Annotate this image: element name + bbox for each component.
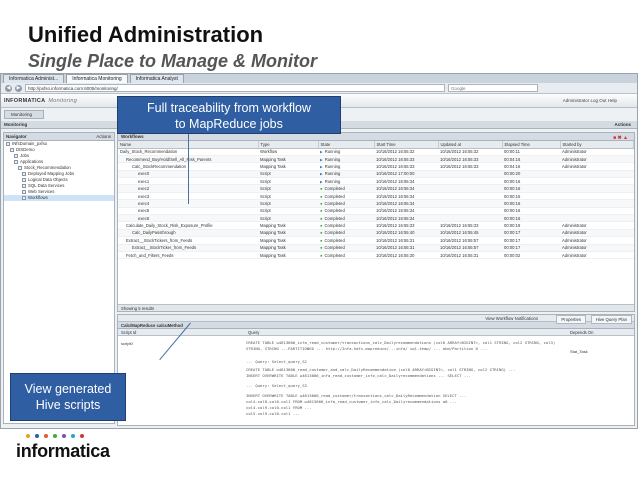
col-depends-on: Depends On (570, 330, 594, 335)
table-cell-updated (438, 200, 502, 207)
script-line: ... Query: Select_query_S2 (246, 359, 307, 364)
table-cell-type: Script (258, 215, 318, 222)
table-cell-state: ▶ Running (318, 163, 374, 170)
tree-node-icon (10, 148, 14, 152)
table-cell-state: ▶ Running (318, 178, 374, 185)
tree-item-label: INfsDomain_pxfso (12, 141, 48, 146)
table-row[interactable] (118, 200, 634, 207)
script-line: col4.col8.col0.col1 FROM w4613606_infa_read_customer_info_calc_Dailyrecommendations a0 ... (246, 399, 457, 404)
table-cell-name: exec1 (118, 178, 258, 185)
tree-node-icon (22, 184, 26, 188)
callout-connector (188, 134, 189, 204)
table-cell-state: ● Completed (318, 185, 374, 192)
panel-tool-icons[interactable]: ■ ✖ ▲ (613, 135, 628, 141)
table-cell-type: Script (258, 185, 318, 192)
table-cell-start: 10/16/2012 17:00:00 (374, 170, 438, 177)
script-panel (117, 314, 635, 426)
callout-hive-scripts: View generated Hive scripts (10, 373, 126, 421)
table-cell-name: Extract__StockTickers_from_Feeds (118, 237, 258, 244)
column-header[interactable]: State (318, 141, 374, 148)
table-cell-by: Administrator (560, 237, 634, 244)
table-row[interactable] (118, 185, 634, 192)
logo-dot (44, 434, 48, 438)
tree-item-label: Stock_Recommendation (24, 165, 71, 170)
table-cell-name: exec6 (118, 215, 258, 222)
tree-item[interactable] (4, 195, 114, 201)
table-cell-start: 10/16/2012 16:55:32 (374, 148, 438, 155)
table-cell-name: Recommend_Buy/Hold/Sell_All_Risk_Parents (118, 155, 258, 162)
workflow-panel (117, 132, 635, 312)
table-cell-state: ▶ Running (318, 148, 374, 155)
table-cell-state: ▶ Running (318, 170, 374, 177)
table-cell-name: Extract__StockTicker_from_Feeds (118, 244, 258, 251)
table-row[interactable] (118, 148, 634, 155)
workflow-header: Workflows ■ ✖ ▲ (118, 133, 634, 141)
table-cell-state: ● Completed (318, 251, 374, 258)
table-cell-name: Daily_Stock_Recommendation (118, 148, 258, 155)
column-header[interactable]: Started by (560, 141, 634, 148)
col-script-id: Script Id (121, 330, 137, 335)
table-cell-name: Calc_StockRecommendation (118, 163, 258, 170)
script-line: col5.col9.col0.col1 ... (246, 411, 300, 416)
table-cell-by (560, 200, 634, 207)
table-cell-name: Fetch_and_Filters_Feeds (118, 251, 258, 258)
table-cell-elapsed: 00:00:17 (502, 237, 560, 244)
script-panel-header: Calc/MapReduce calcuMethod (118, 322, 634, 329)
table-row[interactable] (118, 251, 634, 258)
table-cell-state: ● Completed (318, 237, 374, 244)
table-cell-by (560, 185, 634, 192)
tree-item-label: SQL Data Services (28, 183, 65, 188)
browser-tab-active[interactable]: Informatica Monitoring (66, 74, 127, 83)
table-cell-elapsed: 00:00:11 (502, 148, 560, 155)
table-cell-type: Script (258, 207, 318, 214)
table-cell-updated (438, 185, 502, 192)
table-cell-type: Script (258, 170, 318, 177)
table-cell-type: Mapping Task (258, 222, 318, 229)
browser-tabs (1, 74, 637, 83)
table-cell-updated (438, 207, 502, 214)
table-row[interactable] (118, 163, 634, 170)
table-cell-updated (438, 170, 502, 177)
script-line: CREATE TABLE w4613606_infa_read_customer/transactions_calc_Dailyrecommendations (col0 ARRAY<BIGINT>, col1 STRING, col2 STRING, col3) (246, 340, 556, 345)
script-line: INSERT OVERWRITE TABLE w4613606_read_customer/transactions_calc_DailyRecommendation SELECT ... (246, 393, 467, 398)
table-cell-by: Administrator (560, 222, 634, 229)
table-cell-by: Administrator (560, 251, 634, 258)
monitoring-tab[interactable]: Monitoring (4, 110, 44, 119)
workflow-notifications-button[interactable]: View Workflow Notifications (485, 316, 538, 321)
logo-dot (62, 434, 66, 438)
table-cell-type: Mapping Task (258, 244, 318, 251)
url-field[interactable]: http://pxfso.informatica.com:6005/monitoring/ (25, 84, 445, 92)
logo-text: informatica (16, 441, 110, 461)
table-cell-elapsed: 00:00:17 (502, 244, 560, 251)
tree-item-label: Web Services (28, 189, 55, 194)
workflow-table (118, 141, 634, 259)
script-line: INSERT OVERWRITE TABLE w4613606_infa_read_customer_info_calc_Dailyrecommendations ... SELECT ... (246, 373, 471, 378)
table-row[interactable] (118, 229, 634, 236)
column-header[interactable]: Updated at (438, 141, 502, 148)
table-cell-by: Administrator (560, 229, 634, 236)
tab-properties[interactable]: Properties (556, 315, 586, 324)
table-row[interactable] (118, 222, 634, 229)
logo-dots (26, 434, 110, 438)
browser-tab[interactable]: Informatica Administ... (3, 74, 64, 83)
tree-node-icon (22, 190, 26, 194)
table-cell-elapsed: 00:00:16 (502, 178, 560, 185)
table-cell-elapsed: 00:04:16 (502, 155, 560, 162)
table-cell-elapsed: 00:00:02 (502, 251, 560, 258)
table-cell-by: Administrator (560, 155, 634, 162)
script-id: script0 (121, 341, 133, 346)
table-cell-type: Mapping Task (258, 229, 318, 236)
table-row[interactable] (118, 178, 634, 185)
tree-item-label: Workflows (28, 195, 48, 200)
logo-dot (53, 434, 57, 438)
table-cell-start: 10/16/2012 16:55:33 (374, 163, 438, 170)
table-cell-elapsed: 00:04:16 (502, 163, 560, 170)
table-cell-by: Administrator (560, 148, 634, 155)
table-cell-by: Administrator (560, 163, 634, 170)
slide-title: Unified Administration (28, 22, 264, 47)
table-cell-by: Administrator (560, 244, 634, 251)
table-cell-type: Script (258, 192, 318, 199)
table-cell-name: exec2 (118, 185, 258, 192)
browser-tab[interactable]: Informatica Analyst (130, 74, 184, 83)
table-cell-start: 10/16/2012 16:55:33 (374, 155, 438, 162)
forward-icon[interactable]: ▶ (16, 84, 21, 91)
table-cell-state: ● Completed (318, 222, 374, 229)
table-row[interactable] (118, 244, 634, 251)
table-cell-state: ● Completed (318, 244, 374, 251)
tree-node-icon (14, 154, 18, 158)
column-header[interactable]: Type (258, 141, 318, 148)
navigator-actions[interactable]: Actions (96, 134, 111, 139)
table-cell-state: ● Completed (318, 192, 374, 199)
logo-dot (71, 434, 75, 438)
url-bar (1, 83, 637, 94)
table-cell-name: exec3 (118, 192, 258, 199)
tree-node-icon (22, 172, 26, 176)
table-cell-start: 10/16/2012 16:55:34 (374, 200, 438, 207)
table-cell-elapsed: 00:00:16 (502, 207, 560, 214)
table-cell-updated: 10/16/2012 16:55:33 (438, 222, 502, 229)
back-icon[interactable]: ◀ (6, 84, 11, 91)
table-cell-state: ● Completed (318, 215, 374, 222)
table-cell-elapsed: 00:00:20 (502, 170, 560, 177)
table-row[interactable] (118, 170, 634, 177)
logo-dot (80, 434, 84, 438)
app-logo: INFORMATICA Monitoring (4, 98, 78, 104)
column-header[interactable]: Name (118, 141, 258, 148)
tree-node-icon (14, 160, 18, 164)
informatica-logo (16, 434, 110, 462)
navigator-tree (4, 141, 114, 201)
table-cell-updated: 10/16/2012 16:55:57 (438, 244, 502, 251)
table-cell-start: 10/16/2012 16:55:40 (374, 229, 438, 236)
table-row[interactable] (118, 237, 634, 244)
table-cell-by (560, 207, 634, 214)
tree-item-label: Deployed Mapping Jobs (28, 171, 75, 176)
table-cell-elapsed: 00:00:16 (502, 200, 560, 207)
table-cell-elapsed: 00:00:17 (502, 229, 560, 236)
tree-item-label: Applications (20, 159, 44, 164)
table-cell-type: Mapping Task (258, 237, 318, 244)
tree-item-label: Logical Data Objects (28, 177, 68, 182)
table-cell-start: 10/16/2012 16:55:34 (374, 207, 438, 214)
table-cell-start: 10/16/2012 16:55:34 (374, 215, 438, 222)
table-cell-type: Workflow (258, 148, 318, 155)
table-cell-by (560, 170, 634, 177)
table-cell-type: Script (258, 178, 318, 185)
table-cell-updated: 10/16/2012 16:55:57 (438, 237, 502, 244)
tree-item-label: Jobs (20, 153, 30, 158)
script-line: col4.col9.col0.col1 FROM ... (246, 405, 312, 410)
table-cell-name: exec5 (118, 207, 258, 214)
table-cell-start: 10/16/2012 16:55:34 (374, 185, 438, 192)
tree-node-icon (22, 178, 26, 182)
table-row[interactable] (118, 192, 634, 199)
col-query: Query (248, 330, 260, 335)
table-cell-start: 10/16/2012 16:55:30 (374, 251, 438, 258)
tree-node-icon (18, 166, 22, 170)
table-cell-start: 10/16/2012 16:55:31 (374, 244, 438, 251)
table-cell-updated (438, 192, 502, 199)
actions-menu[interactable]: Actions (614, 122, 631, 127)
column-header[interactable]: Start Time (374, 141, 438, 148)
callout-traceability: Full traceability from workflow to MapReduce jobs (117, 96, 341, 134)
table-cell-updated (438, 215, 502, 222)
table-cell-state: ● Completed (318, 229, 374, 236)
tree-node-icon (22, 196, 26, 200)
script-line: ... Query: Select_query_S3 (246, 383, 307, 388)
table-cell-updated (438, 178, 502, 185)
script-line: STRING, STRING ...PARTITIONED ... http://Infa.hdfs.mapreduce/...infa/ sql.temp/ ... ahm/Partition 0 ... (246, 346, 488, 351)
navigator-header: Navigator Actions (4, 133, 114, 141)
table-row[interactable] (118, 207, 634, 214)
table-cell-state: ● Completed (318, 200, 374, 207)
table-cell-updated: 10/16/2012 16:55:45 (438, 229, 502, 236)
table-cell-by (560, 178, 634, 185)
table-cell-type: Script (258, 200, 318, 207)
table-cell-name: Calc_DailyPassthrough (118, 229, 258, 236)
table-cell-elapsed: 00:00:16 (502, 215, 560, 222)
tree-node-icon (6, 142, 10, 146)
table-cell-updated: 10/16/2012 16:55:32 (438, 148, 502, 155)
table-cell-start: 10/16/2012 16:55:31 (374, 237, 438, 244)
table-cell-elapsed: 00:00:16 (502, 185, 560, 192)
table-cell-updated: 10/16/2012 16:55:33 (438, 163, 502, 170)
table-row[interactable] (118, 215, 634, 222)
table-cell-name: exec0 (118, 170, 258, 177)
table-cell-name: exec4 (118, 200, 258, 207)
script-line: CREATE TABLE w4613606_read_customer_and_calc_DailyRecommendation (col0 ARRAY<BIGINT>, col1 STRING, col2 STRING) ... (246, 367, 516, 372)
table-cell-type: Mapping Task (258, 251, 318, 258)
table-cell-by (560, 215, 634, 222)
column-header[interactable]: Elapsed Time (502, 141, 560, 148)
table-cell-state: ▶ Running (318, 155, 374, 162)
monitoring-header: Monitoring Actions (1, 121, 637, 129)
table-cell-type: Mapping Task (258, 163, 318, 170)
table-cell-name: Calculate_Daily_Stock_Risk_Exposure_Profile (118, 222, 258, 229)
table-cell-start: 10/16/2012 16:55:33 (374, 222, 438, 229)
table-cell-updated: 10/16/2012 16:55:33 (438, 155, 502, 162)
table-cell-start: 10/16/2012 16:55:34 (374, 178, 438, 185)
table-cell-start: 10/16/2012 16:55:34 (374, 192, 438, 199)
logo-dot (26, 434, 30, 438)
table-row[interactable] (118, 155, 634, 162)
table-cell-type: Mapping Task (258, 155, 318, 162)
search-field[interactable]: Google (448, 84, 538, 92)
table-cell-elapsed: 00:00:15 (502, 192, 560, 199)
tab-hive-query-plan[interactable]: Hive Query Plan (591, 315, 632, 324)
results-count: Showing 5 results (118, 304, 634, 311)
script-columns (118, 329, 634, 336)
user-info[interactable]: Administrator Log Out Help (562, 98, 617, 103)
table-cell-elapsed: 00:00:18 (502, 222, 560, 229)
slide-subtitle: Single Place to Manage & Monitor (28, 51, 318, 71)
depends-on-value: Stat_Task (570, 349, 588, 354)
table-cell-by (560, 192, 634, 199)
tree-item-label: DISDemo (16, 147, 35, 152)
table-cell-state: ● Completed (318, 207, 374, 214)
logo-dot (35, 434, 39, 438)
script-panel-tabs (118, 315, 634, 322)
table-cell-updated: 10/16/2012 16:55:31 (438, 251, 502, 258)
